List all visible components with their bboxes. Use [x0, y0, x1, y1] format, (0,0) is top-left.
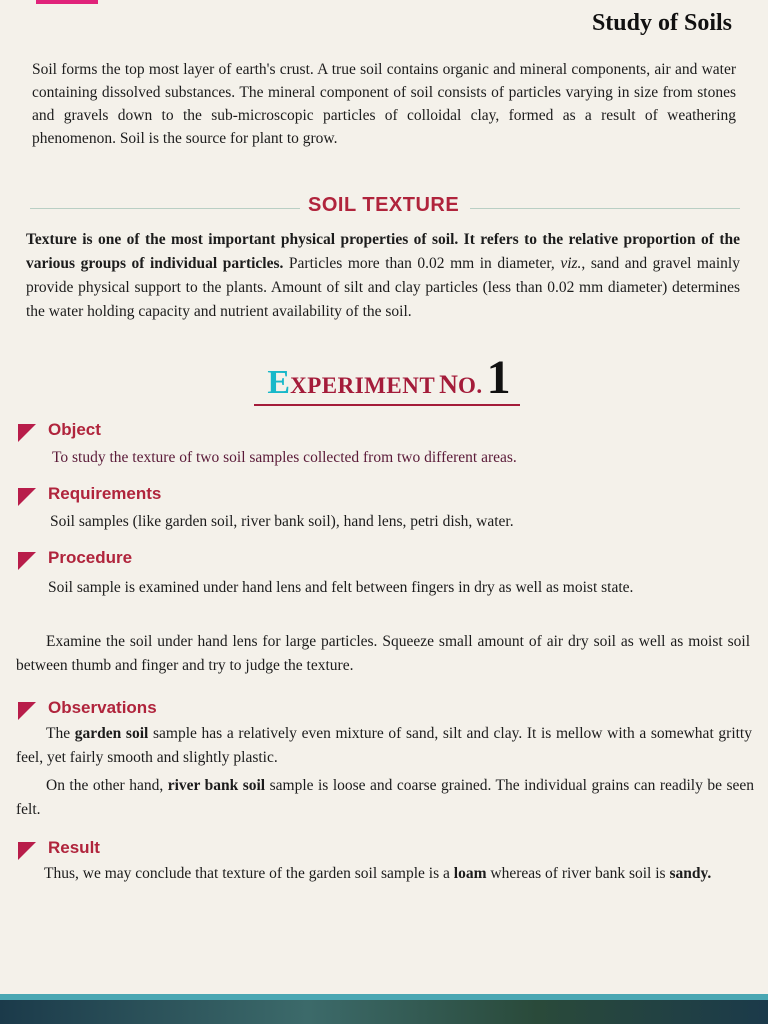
obs2-bold: river bank soil [167, 777, 266, 794]
observations-label: Observations [48, 698, 157, 717]
texture-bold-text: Texture is one of the most important physical properties of soil. It refers to the relative proportion of the various groups of individual particles. [26, 231, 740, 272]
texture-text-a: Particles more than 0.02 mm in diameter, [283, 255, 561, 272]
procedure-label: Procedure [48, 548, 133, 567]
page-bottom-edge [0, 994, 768, 1000]
experiment-number: 1 [486, 351, 511, 404]
soil-texture-heading [30, 194, 740, 222]
experiment-no-initial: N [439, 370, 458, 399]
experiment-underline [254, 404, 520, 406]
observations-paragraph-2 [16, 774, 754, 822]
result-text-a: Thus, we may conclude that texture of the garden soil sample is a [44, 865, 454, 882]
procedure-paragraph-2: Examine the soil under hand lens for large particles. Squeeze small amount of air dry soil as well as moist soil between thumb and finger and try to judge the texture. [16, 633, 750, 674]
section-marker-icon [18, 488, 36, 506]
experiment-title-rest: XPERIMENT [290, 373, 436, 398]
texture-paragraph [26, 228, 740, 324]
top-accent-bar [36, 0, 98, 4]
obs1-text-b: sample has a relatively even mixture of sand, silt and clay. It is mellow with a somewhat gritty feel, yet fairly smooth and slightly plastic. [16, 725, 752, 766]
result-paragraph [14, 862, 754, 886]
texture-viz: viz. [560, 255, 582, 272]
section-marker-icon [18, 552, 36, 570]
result-text-b: whereas of river bank soil is [486, 865, 670, 882]
section-marker-icon [18, 702, 36, 720]
object-label: Object [48, 420, 101, 439]
experiment-title-initial: E [267, 364, 291, 401]
requirements-label: Requirements [48, 484, 162, 503]
experiment-title [258, 350, 520, 406]
result-bold-loam: loam [453, 865, 487, 882]
obs2-text-b: sample is loose and coarse grained. The individual grains can readily be seen felt. [16, 777, 755, 818]
heading-rule-left [30, 208, 300, 209]
heading-rule-right [470, 208, 740, 209]
result-label: Result [48, 838, 100, 857]
obs2-text-a: On the other hand, [46, 777, 168, 794]
section-marker-icon [18, 842, 36, 860]
procedure-paragraph-1: Soil sample is examined under hand lens and felt between fingers in dry as well as moist state. [48, 579, 634, 596]
object-text: To study the texture of two soil samples collected from two different areas. [52, 449, 517, 466]
section-marker-icon [18, 424, 36, 442]
requirements-text: Soil samples (like garden soil, river bank soil), hand lens, petri dish, water. [50, 513, 514, 530]
observations-paragraph-1 [16, 722, 752, 770]
result-bold-sandy: sandy. [669, 865, 712, 882]
intro-paragraph: Soil forms the top most layer of earth's crust. A true soil contains organic and mineral components, air and water containing dissolved substances. The mineral component of soil consists of particles varying in size from stones and gravels down to the sub-microscopic particles of colloidal clay, formed as a result of weathering phenomenon. Soil is the source for plant to grow. [32, 61, 736, 147]
obs1-text-a: The [46, 725, 75, 742]
texture-text-b: , sand and gravel mainly provide physical support to the plants. Amount of silt and clay particles (less than 0.02 mm diameter) determines the water holding capacity and nutrient availability of the soil. [26, 255, 740, 320]
obs1-bold: garden soil [74, 725, 149, 742]
page-title: Study of Soils [591, 10, 732, 36]
experiment-no-rest: O. [457, 373, 483, 398]
page-bottom-band [0, 994, 768, 1024]
soil-texture-heading-text: SOIL TEXTURE [308, 194, 460, 216]
